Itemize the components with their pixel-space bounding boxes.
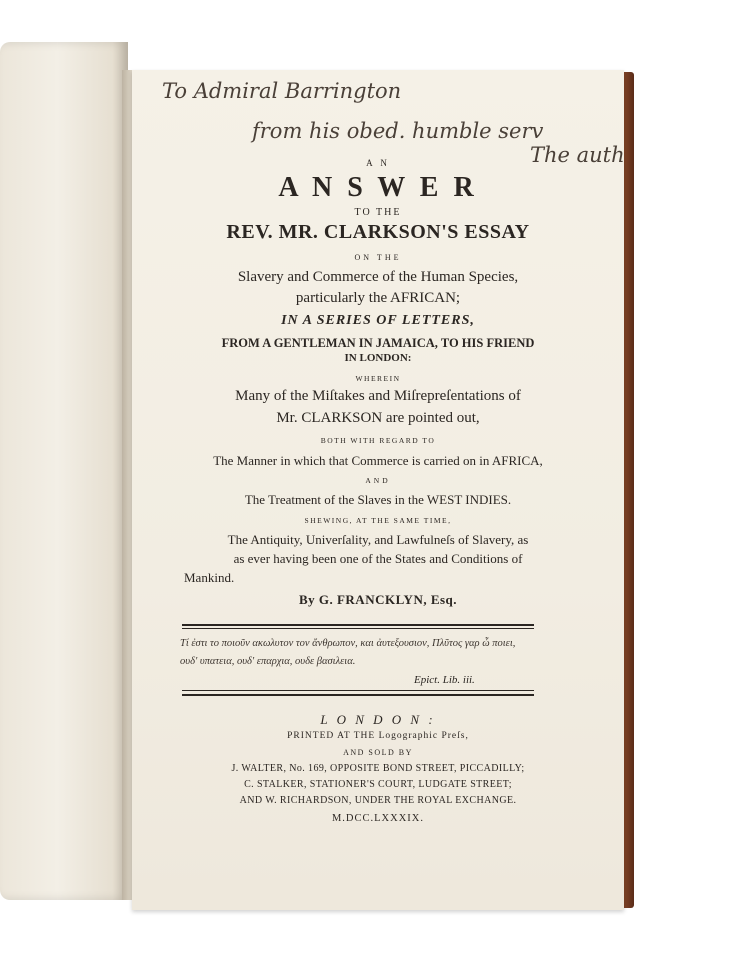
title-essay: REV. MR. CLARKSON'S ESSAY xyxy=(226,221,530,243)
antiquity-line-1: The Antiquity, Univerſality, and Lawfulneſs of Slavery, as xyxy=(227,532,529,547)
author-line: By G. FRANCKLYN, Esq. xyxy=(298,592,458,607)
title-on-the: ON THE xyxy=(354,253,402,262)
title-an: A N xyxy=(366,158,390,168)
rule-top-1 xyxy=(182,624,534,626)
subject-line-1: Slavery and Commerce of the Human Species, xyxy=(237,269,519,285)
inscription-line-3: The auth xyxy=(530,143,625,167)
left-page xyxy=(0,42,128,900)
title-answer: A N S W E R xyxy=(278,172,478,203)
title-page xyxy=(132,70,624,910)
rule-bottom-1 xyxy=(182,690,534,691)
rule-top-2 xyxy=(182,628,534,629)
shewing-label: SHEWING, AT THE SAME TIME, xyxy=(304,516,452,525)
inscription-line-2: from his obed. humble serv xyxy=(252,119,544,143)
from-line-1: FROM A GENTLEMAN IN JAMAICA, TO HIS FRIEND xyxy=(221,336,535,350)
greek-motto-line-2: ουδ' υπατεια, ουδ' επαρχια, ουδε βασιλεια. xyxy=(180,656,356,667)
motto-source: Epict. Lib. iii. xyxy=(414,674,475,686)
mistakes-line-2: Mr. CLARKSON are pointed out, xyxy=(276,410,480,426)
treatment-line: The Treatment of the Slaves in the WEST INDIES. xyxy=(244,492,512,507)
imprint-printed: PRINTED AT THE Logographic Preſs, xyxy=(287,731,469,741)
imprint-sold: AND SOLD BY xyxy=(343,748,413,757)
imprint-stalker: C. STALKER, STATIONER'S COURT, LUDGATE STREET; xyxy=(244,779,512,790)
subject-line-2: particularly the AFRICAN; xyxy=(295,290,461,306)
both-label: BOTH WITH REGARD TO xyxy=(320,436,436,445)
mistakes-line-1: Many of the Miſtakes and Miſrepreſentations of xyxy=(235,388,521,404)
imprint-london: L O N D O N : xyxy=(320,712,436,727)
wherein-label: WHEREIN xyxy=(355,374,401,383)
from-line-2: IN LONDON: xyxy=(344,352,412,364)
imprint-year: M.DCC.LXXXIX. xyxy=(331,813,425,824)
antiquity-line-2: as ever having been one of the States and Conditions of xyxy=(233,551,523,566)
inscription-line-1: To Admiral Barrington xyxy=(162,79,402,103)
antiquity-line-3: Mankind. xyxy=(184,570,235,585)
manner-line: The Manner in which that Commerce is carried on in AFRICA, xyxy=(213,453,543,468)
title-to-the: TO THE xyxy=(354,207,402,218)
and-label: AND xyxy=(365,476,391,485)
imprint-walter: J. WALTER, No. 169, OPPOSITE BOND STREET, PICCADILLY; xyxy=(231,763,525,774)
rule-bottom-2 xyxy=(182,694,534,696)
series-line: IN A SERIES OF LETTERS, xyxy=(281,313,475,328)
greek-motto-line-1: Τί ἐστι το ποιοῦν ακωλυτον τον ἄνθρωπον, και ἀυτεξουσιον, Πλῦτος γαρ ὦ ποιει, xyxy=(180,638,516,649)
imprint-richardson: AND W. RICHARDSON, UNDER THE ROYAL EXCHANGE. xyxy=(239,795,517,806)
